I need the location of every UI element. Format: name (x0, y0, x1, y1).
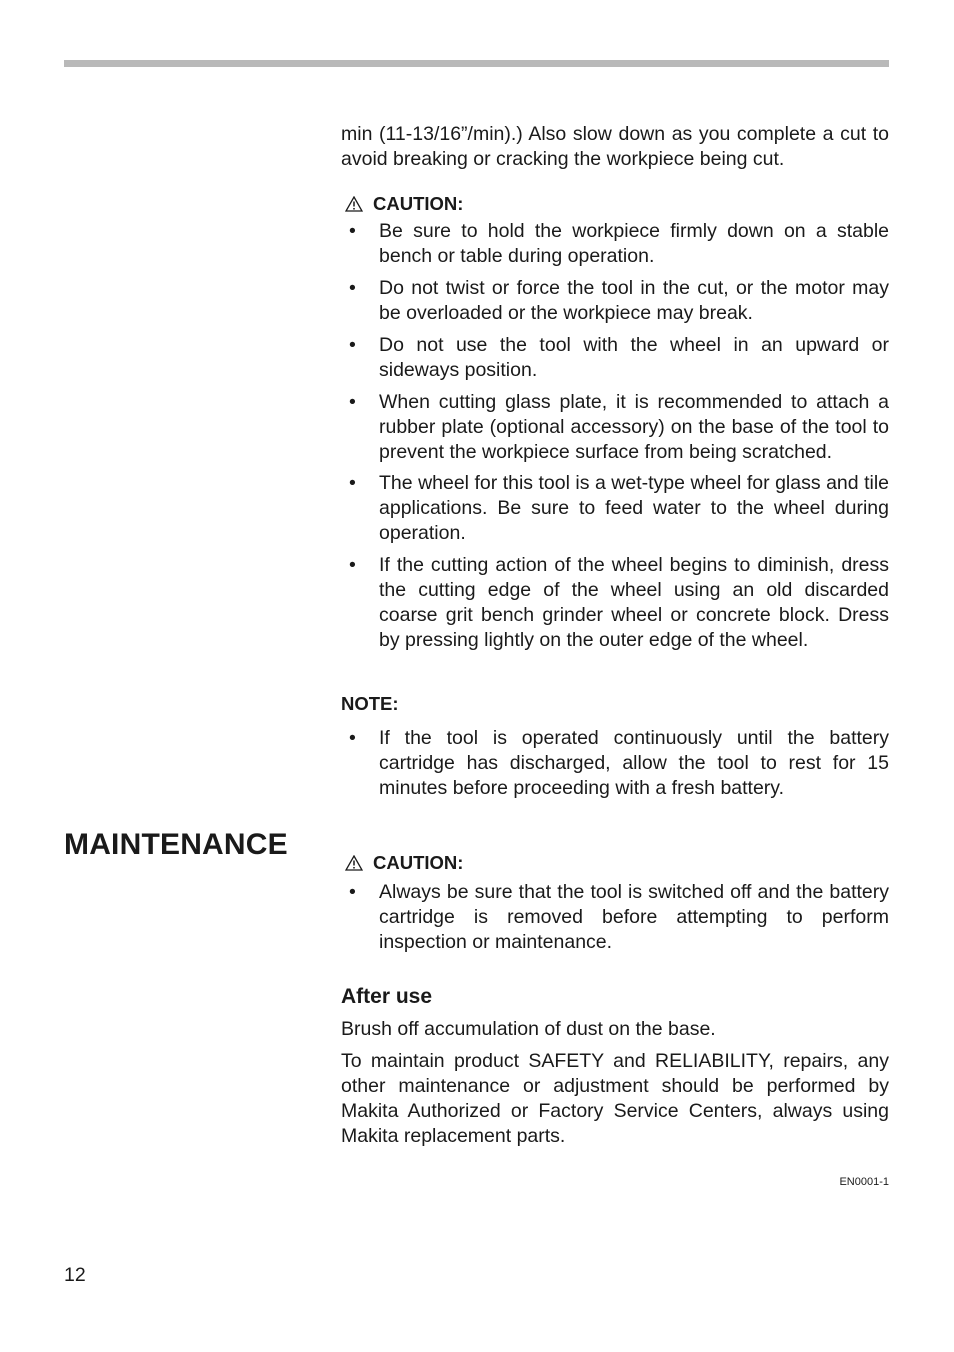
intro-paragraph: min (11-13/16”/min).) Also slow down as you complete a cut to avoid breaking or cracking the workpiece being cut. (341, 123, 889, 170)
note-list (341, 726, 889, 801)
caution-item: • Do not twist or force the tool in the cut, or the motor may be overloaded or the workpiece may break. (341, 276, 889, 326)
document-code: EN0001-1 (839, 1176, 889, 1188)
caution-heading (341, 191, 889, 216)
note-item: • If the tool is operated continuously until the battery cartridge has discharged, allow the tool to rest for 15 minutes before proceeding with a fresh battery. (341, 726, 889, 801)
caution-label: CAUTION: (373, 193, 464, 214)
subheading-after-use: After use (341, 985, 433, 1008)
caution-block-maintenance (341, 850, 889, 955)
warning-triangle-icon (345, 196, 363, 212)
caution-item: • Be sure to hold the workpiece firmly down on a stable bench or table during operation. (341, 219, 889, 269)
caution-item: • When cutting glass plate, it is recommended to attach a rubber plate (optional accessory) on the base of the tool to prevent the workpiece surface from being scratched. (341, 390, 889, 465)
caution-block-operation (341, 191, 889, 653)
caution-label: CAUTION: (373, 852, 464, 873)
section-title-maintenance: MAINTENANCE (64, 828, 288, 861)
after-use-section (341, 984, 889, 1149)
caution-item: • If the cutting action of the wheel begins to diminish, dress the cutting edge of the wheel using an old discarded coarse grit bench grinder wheel or concrete block. Dress by pressing lightly on the outer edge of the wheel. (341, 553, 889, 653)
page-number: 12 (64, 1264, 86, 1286)
after-use-paragraph: Brush off accumulation of dust on the base. (341, 1018, 716, 1040)
caution-list (341, 880, 889, 955)
note-label: NOTE: (341, 693, 399, 714)
caution-heading (341, 850, 889, 875)
note-block (341, 691, 889, 801)
caution-list (341, 219, 889, 653)
header-rule (64, 60, 889, 67)
caution-item: • Always be sure that the tool is switched off and the battery cartridge is removed before attempting to perform inspection or maintenance. (341, 880, 889, 955)
caution-item: • The wheel for this tool is a wet-type wheel for glass and tile applications. Be sure to feed water to the wheel during operation. (341, 471, 889, 546)
caution-item: • Do not use the tool with the wheel in an upward or sideways position. (341, 333, 889, 383)
service-paragraph: To maintain product SAFETY and RELIABILITY, repairs, any other maintenance or adjustment should be performed by Makita Authorized or Factory Service Centers, always using Makita replacement parts. (341, 1050, 889, 1147)
warning-triangle-icon (345, 855, 363, 871)
